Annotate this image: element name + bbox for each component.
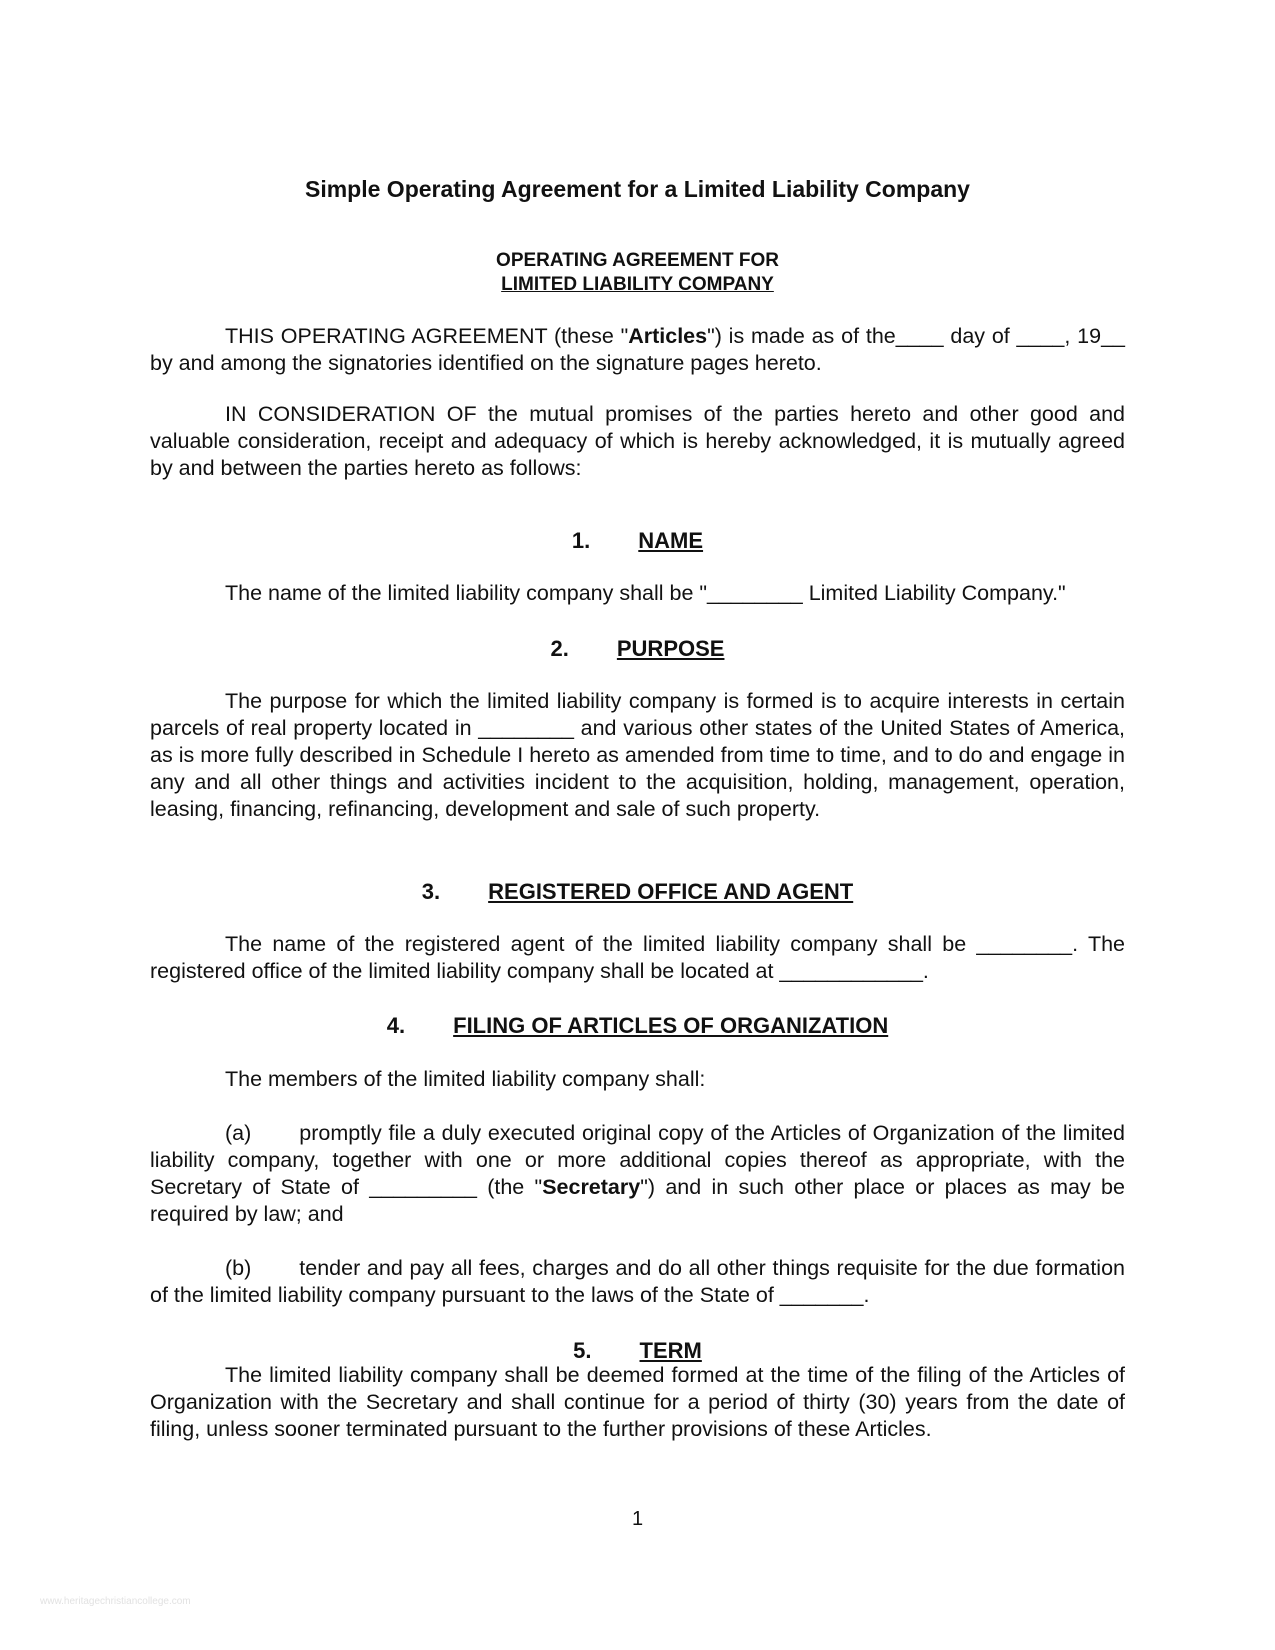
section-body-name: The name of the limited liability company shall be "________ Limited Liability Company." [225,581,1066,605]
list-label: (b) [225,1256,252,1280]
section-title: PURPOSE [616,636,725,661]
intro-text-1: THIS OPERATING AGREEMENT (these " [225,324,629,348]
articles-defined-term: Articles [628,324,708,348]
agreement-heading-line2: LIMITED LIABILITY COMPANY [501,274,774,295]
section-number: 4. [386,1013,406,1038]
watermark: www.heritagechristiancollege.com [40,1596,191,1607]
intro-text-2: ") is made as of the____ day of ____, 19__ by and among the signatories identified on the signature pages hereto. [150,324,1125,375]
document-title: Simple Operating Agreement for a Limited Liability Company [305,176,970,202]
list-item-a [150,1120,1125,1228]
section-number: 2. [550,636,569,661]
page-number: 1 [631,1508,644,1530]
section-body-term: The limited liability company shall be deemed formed at the time of the filing of the Articles of Organization with the Secretary and shall continue for a period of thirty (30) years from the date of filing, unless sooner terminated pursuant to the further provisions of these Articles. [150,1363,1125,1441]
section-body-purpose: The purpose for which the limited liability company is formed is to acquire interests in certain parcels of real property located in ________ and various other states of the United States of America, as is more fully described in Schedule I hereto as amended from time to time, and to do and engage in any and all other things and activities incident to the acquisition, holding, management, operation, leasing, financing, refinancing, development and sale of such property. [150,689,1125,821]
section-heading-registered-office [0,879,1275,905]
section-intro-filing: The members of the limited liability company shall: [225,1067,706,1091]
section-heading-name [0,528,1275,554]
section-number: 1. [571,528,591,553]
section-heading-term [0,1338,1275,1364]
section-title: TERM [639,1338,702,1363]
section-number: 5. [573,1338,592,1363]
list-text-2: ") and in such other place or places as may be required by law; and [150,1175,1125,1226]
section-title: FILING OF ARTICLES OF ORGANIZATION [453,1013,889,1038]
secretary-defined-term: Secretary [542,1175,641,1199]
section-body-registered-office: The name of the registered agent of the limited liability company shall be ________. The registered office of the limited liability company shall be located at ____________. [150,932,1125,983]
section-number: 3. [421,879,441,904]
list-item-b [150,1255,1125,1309]
list-text-1: promptly file a duly executed original copy of the Articles of Organization of the limited liability company, together with one or more additional copies thereof as appropriate, with the Secretary of State of _________ (the " [150,1121,1125,1199]
section-heading-filing [0,1013,1275,1039]
section-heading-purpose [0,636,1275,662]
consideration-paragraph: IN CONSIDERATION OF the mutual promises of the parties hereto and other good and valuable consideration, receipt and adequacy of which is hereby acknowledged, it is mutually agreed by and between the parties hereto as follows: [150,402,1125,480]
list-label: (a) [225,1121,252,1145]
agreement-heading-line1: OPERATING AGREEMENT FOR [496,250,779,271]
section-title: NAME [638,528,704,553]
intro-paragraph [150,323,1125,377]
section-title: REGISTERED OFFICE AND AGENT [488,879,854,904]
list-text: tender and pay all fees, charges and do all other things requisite for the due formation of the limited liability company pursuant to the laws of the State of _______. [150,1256,1125,1307]
